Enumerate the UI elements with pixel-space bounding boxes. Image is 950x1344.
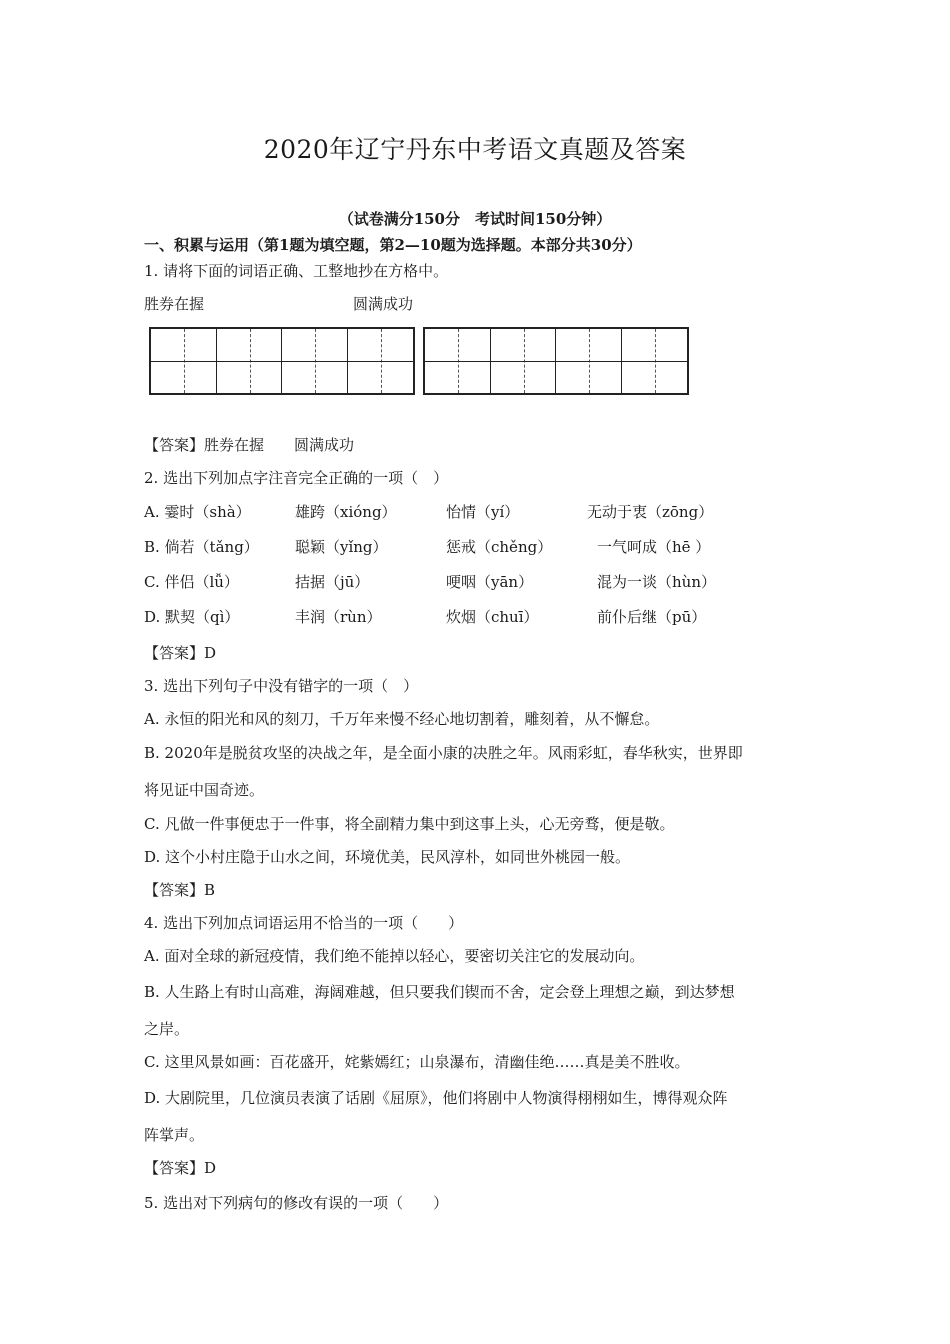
q2-option-d-3: 炊烟（chuī） (446, 608, 539, 626)
grid-cell (217, 329, 283, 393)
q2-option-c-2: 拮据（jū） (295, 573, 370, 591)
grid-cell (151, 329, 217, 393)
q2-option-b-2: 聪颖（yǐng） (295, 538, 388, 556)
page-title: 2020年辽宁丹东中考语文真题及答案 (263, 135, 687, 164)
question-2-answer: 【答案】D (144, 644, 217, 662)
q4-option-a: A. 面对全球的新冠疫情，我们绝不能掉以轻心，要密切关注它的发展动向。 (144, 947, 645, 965)
grid-cell (348, 329, 414, 393)
grid-cell (556, 329, 622, 393)
q2-option-b-4: 一气呵成（hē ） (597, 538, 711, 556)
exam-info: （试卷满分150分 考试时间150分钟） (338, 210, 612, 228)
q4-option-d-line-1: D. 大剧院里，几位演员表演了话剧《屈原》，他们将剧中人物演得栩栩如生，博得观众阵 (144, 1089, 728, 1107)
q3-option-b-line-1: B. 2020年是脱贫攻坚的决战之年，是全面小康的决胜之年。风雨彩虹，春华秋实，世界即 (144, 744, 743, 762)
q2-option-d-2: 丰润（rùn） (295, 608, 382, 626)
q3-option-a: A. 永恒的阳光和风的刻刀，千万年来慢不经心地切割着，雕刻着，从不懈怠。 (144, 710, 660, 728)
question-4-prompt: 4. 选出下列加点词语运用不恰当的一项（ ） (144, 914, 464, 932)
q2-option-c-3: 哽咽（yān） (446, 573, 534, 591)
q3-option-b-line-2: 将见证中国奇迹。 (144, 781, 265, 799)
q2-option-d-1: D. 默契（qì） (144, 608, 240, 626)
q2-option-c-1: C. 伴侣（lǚ） (144, 573, 239, 591)
q2-option-b-1: B. 倘若（tǎng） (144, 538, 259, 556)
question-3-prompt: 3. 选出下列句子中没有错字的一项（ ） (144, 677, 419, 695)
q2-option-a-2: 雄跨（xióng） (295, 503, 397, 521)
q4-option-b-line-2: 之岸。 (144, 1020, 190, 1038)
writing-grid-2 (423, 327, 689, 395)
question-1-word-2: 圆满成功 (353, 295, 414, 313)
question-2-prompt: 2. 选出下列加点字注音完全正确的一项（ ） (144, 469, 449, 487)
q2-option-c-4: 混为一谈（hùn） (597, 573, 716, 591)
q3-option-d: D. 这个小村庄隐于山水之间，环境优美，民风淳朴，如同世外桃园一般。 (144, 848, 631, 866)
q2-option-a-4: 无动于衷（zōng） (587, 503, 714, 521)
grid-cell (622, 329, 688, 393)
section-heading: 一、积累与运用（第1题为填空题，第2—10题为选择题。本部分共30分） (144, 236, 642, 254)
grid-cell (491, 329, 557, 393)
question-1-answer: 【答案】胜券在握 圆满成功 (144, 436, 355, 454)
q2-option-a-3: 怡情（yí） (446, 503, 520, 521)
q3-option-c: C. 凡做一件事便忠于一件事，将全副精力集中到这事上头，心无旁骛，便是敬。 (144, 815, 675, 833)
question-1-prompt: 1. 请将下面的词语正确、工整地抄在方格中。 (144, 262, 449, 280)
q4-option-d-line-2: 阵掌声。 (144, 1126, 205, 1144)
question-4-answer: 【答案】D (144, 1159, 217, 1177)
q2-option-a-1: A. 霎时（shà） (144, 503, 251, 521)
question-3-answer: 【答案】B (144, 881, 216, 899)
q2-option-b-3: 惩戒（chěng） (446, 538, 553, 556)
q4-option-c: C. 这里风景如画：百花盛开，姹紫嫣红；山泉瀑布，清幽佳绝……真是美不胜收。 (144, 1053, 690, 1071)
q4-option-b-line-1: B. 人生路上有时山高难，海阔难越，但只要我们锲而不舍，定会登上理想之巅，到达梦想 (144, 983, 735, 1001)
question-5-prompt: 5. 选出对下列病句的修改有误的一项（ ） (144, 1194, 449, 1212)
grid-cell (425, 329, 491, 393)
writing-grid-1 (149, 327, 415, 395)
q2-option-d-4: 前仆后继（pū） (597, 608, 707, 626)
question-1-word-1: 胜券在握 (144, 295, 205, 313)
grid-cell (282, 329, 348, 393)
